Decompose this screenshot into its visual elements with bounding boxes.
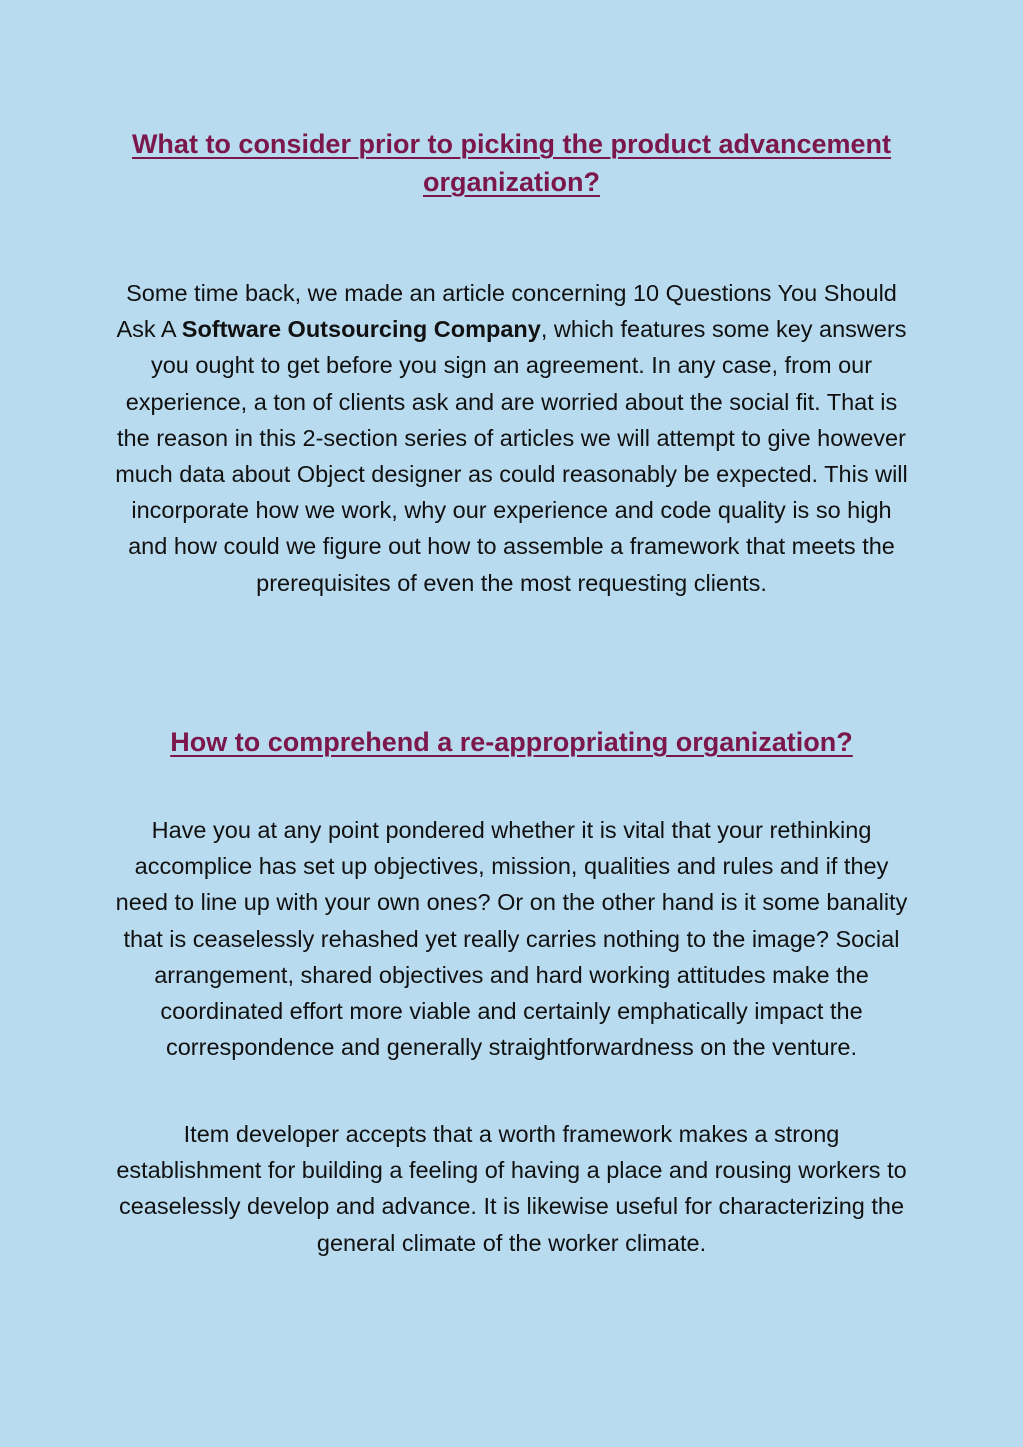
- value-framework-paragraph: Item developer accepts that a worth framework makes a strong establishment for building a feeling of having a place and rousing workers to ceaselessly develop and advance. It is likewise useful for characterizing the general climate of the worker climate.: [116, 1121, 907, 1256]
- section-heading-comprehend-organization: How to comprehend a re-appropriating organization?: [170, 727, 853, 757]
- values-paragraph: Have you at any point pondered whether it is vital that your rethinking accomplice has set up objectives, mission, qualities and rules and if they need to line up with your own ones? Or on the other hand is it some banality that is ceaselessly rehashed yet really carries nothing to the image? Social arrangement, shared objectives and hard working attitudes make the coordinated effort more viable and certainly emphatically impact the correspondence and generally straightforwardness on the venture.: [115, 817, 908, 1061]
- section-heading-picking-organization: What to consider prior to picking the product advancement organization?: [131, 129, 892, 197]
- intro-paragraph: [110, 275, 913, 601]
- intro-paragraph-text-after: , which features some key answers you ought to get before you sign an agreement. In any case, from our experience, a ton of clients ask and are worried about the social fit. That is the reason in this 2-section series of articles we will attempt to give however much data about Object designer as could reasonably be expected. This will incorporate how we work, why our experience and code quality is so high and how could we figure out how to assemble a framework that meets the prerequisites of even the most requesting clients.: [115, 316, 908, 596]
- intro-paragraph-text-before: Some time back, we made an article concerning 10 Questions You Should Ask A: [116, 280, 897, 343]
- software-outsourcing-company-bold: Software Outsourcing Company: [181, 316, 541, 343]
